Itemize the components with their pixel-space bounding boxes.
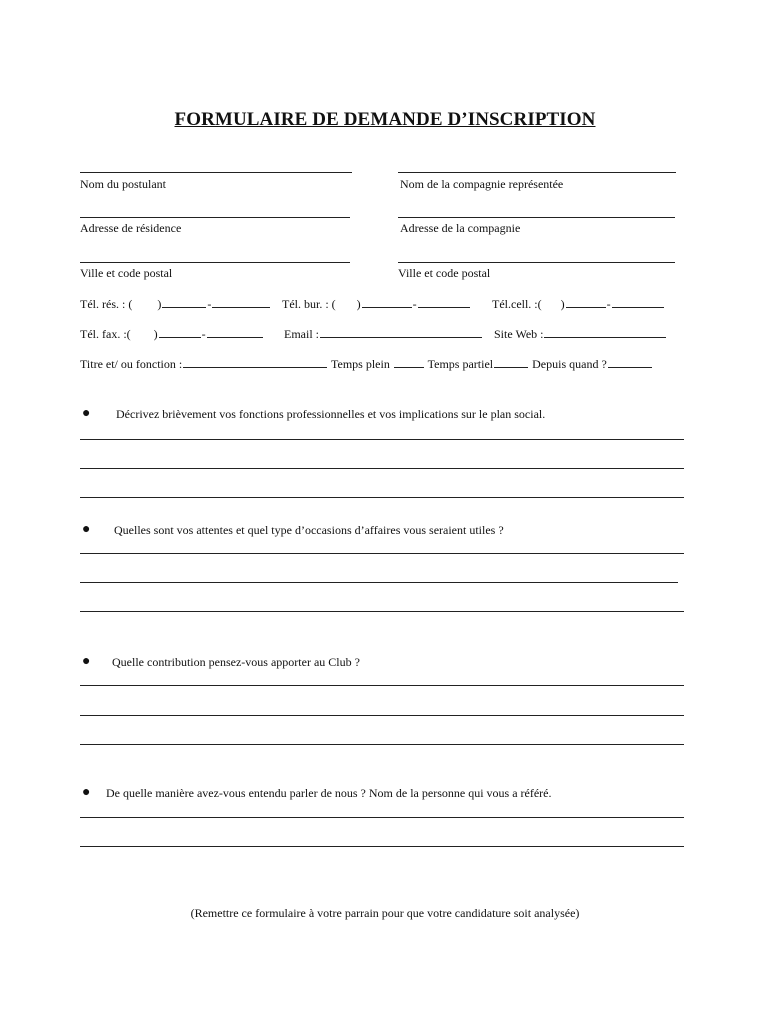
since-label: Depuis quand ? [532, 357, 607, 371]
fax-row [80, 326, 264, 341]
part-time-field[interactable] [494, 356, 528, 368]
email-field[interactable] [320, 326, 482, 338]
fax-close-paren: ) [153, 327, 158, 341]
home-phone-number-field[interactable] [212, 296, 270, 308]
full-time-label: Temps plein [331, 357, 390, 371]
bullet-icon: ● [82, 522, 91, 537]
company-address-field[interactable] [398, 217, 675, 218]
cell-phone-close-paren: ) [560, 297, 565, 311]
function-row [80, 356, 653, 371]
website-field[interactable] [544, 326, 666, 338]
full-time-field[interactable] [394, 356, 424, 368]
office-phone-dash: - [412, 297, 417, 311]
office-phone-row [282, 296, 471, 311]
answer-4-line-1[interactable] [80, 817, 684, 818]
cell-phone-number-field[interactable] [612, 296, 664, 308]
fax-area-field[interactable] [159, 326, 201, 338]
function-label: Titre et/ ou fonction : [80, 357, 183, 371]
cell-phone-dash: - [606, 297, 611, 311]
company-name-label: Nom de la compagnie représentée [400, 177, 564, 191]
city-postal-right-label: Ville et code postal [398, 266, 491, 280]
fax-number-field[interactable] [207, 326, 263, 338]
home-phone-row [80, 296, 271, 311]
fax-label: Tél. fax. :( [80, 327, 131, 341]
question-3: Quelle contribution pensez-vous apporter au Club ? [112, 655, 360, 669]
answer-4-line-2[interactable] [80, 846, 684, 847]
question-2: Quelles sont vos attentes et quel type d’occasions d’affaires vous seraient utiles ? [114, 523, 504, 537]
applicant-name-label: Nom du postulant [80, 177, 166, 191]
applicant-name-field[interactable] [80, 172, 352, 173]
cell-phone-row [492, 296, 665, 311]
footer-note: (Remettre ce formulaire à votre parrain pour que votre candidature soit analysée) [190, 906, 580, 920]
answer-2-line-1[interactable] [80, 553, 684, 554]
answer-1-line-3[interactable] [80, 497, 684, 498]
office-phone-area-field[interactable] [362, 296, 412, 308]
home-address-label: Adresse de résidence [80, 221, 182, 235]
home-phone-area-field[interactable] [162, 296, 206, 308]
email-row [284, 326, 483, 341]
answer-1-line-1[interactable] [80, 439, 684, 440]
office-phone-close-paren: ) [356, 297, 361, 311]
cell-phone-area-field[interactable] [566, 296, 606, 308]
company-address-label: Adresse de la compagnie [400, 221, 521, 235]
city-postal-left-label: Ville et code postal [80, 266, 173, 280]
city-postal-right-field[interactable] [398, 262, 675, 263]
question-4: De quelle manière avez-vous entendu parler de nous ? Nom de la personne qui vous a référé. [106, 786, 552, 800]
fax-dash: - [201, 327, 206, 341]
home-phone-close-paren: ) [157, 297, 162, 311]
since-field[interactable] [608, 356, 652, 368]
part-time-label: Temps partiel [427, 357, 494, 371]
form-title: FORMULAIRE DE DEMANDE D’INSCRIPTION [174, 109, 596, 130]
bullet-icon: ● [82, 785, 91, 800]
website-label: Site Web : [494, 327, 544, 341]
email-label: Email : [284, 327, 319, 341]
answer-1-line-2[interactable] [80, 468, 684, 469]
company-name-field[interactable] [398, 172, 676, 173]
question-1: Décrivez brièvement vos fonctions professionnelles et vos implications sur le plan social. [116, 407, 546, 421]
answer-3-line-3[interactable] [80, 744, 684, 745]
answer-2-line-3[interactable] [80, 611, 684, 612]
home-phone-dash: - [207, 297, 212, 311]
website-row [494, 326, 667, 341]
cell-phone-label: Tél.cell. :( [492, 297, 542, 311]
bullet-icon: ● [82, 406, 91, 421]
city-postal-left-field[interactable] [80, 262, 350, 263]
answer-3-line-2[interactable] [80, 715, 684, 716]
office-phone-label: Tél. bur. : ( [282, 297, 336, 311]
answer-3-line-1[interactable] [80, 685, 684, 686]
answer-2-line-2[interactable] [80, 582, 678, 583]
home-phone-label: Tél. rés. : ( [80, 297, 133, 311]
bullet-icon: ● [82, 654, 91, 669]
function-field[interactable] [183, 356, 327, 368]
home-address-field[interactable] [80, 217, 350, 218]
office-phone-number-field[interactable] [418, 296, 470, 308]
